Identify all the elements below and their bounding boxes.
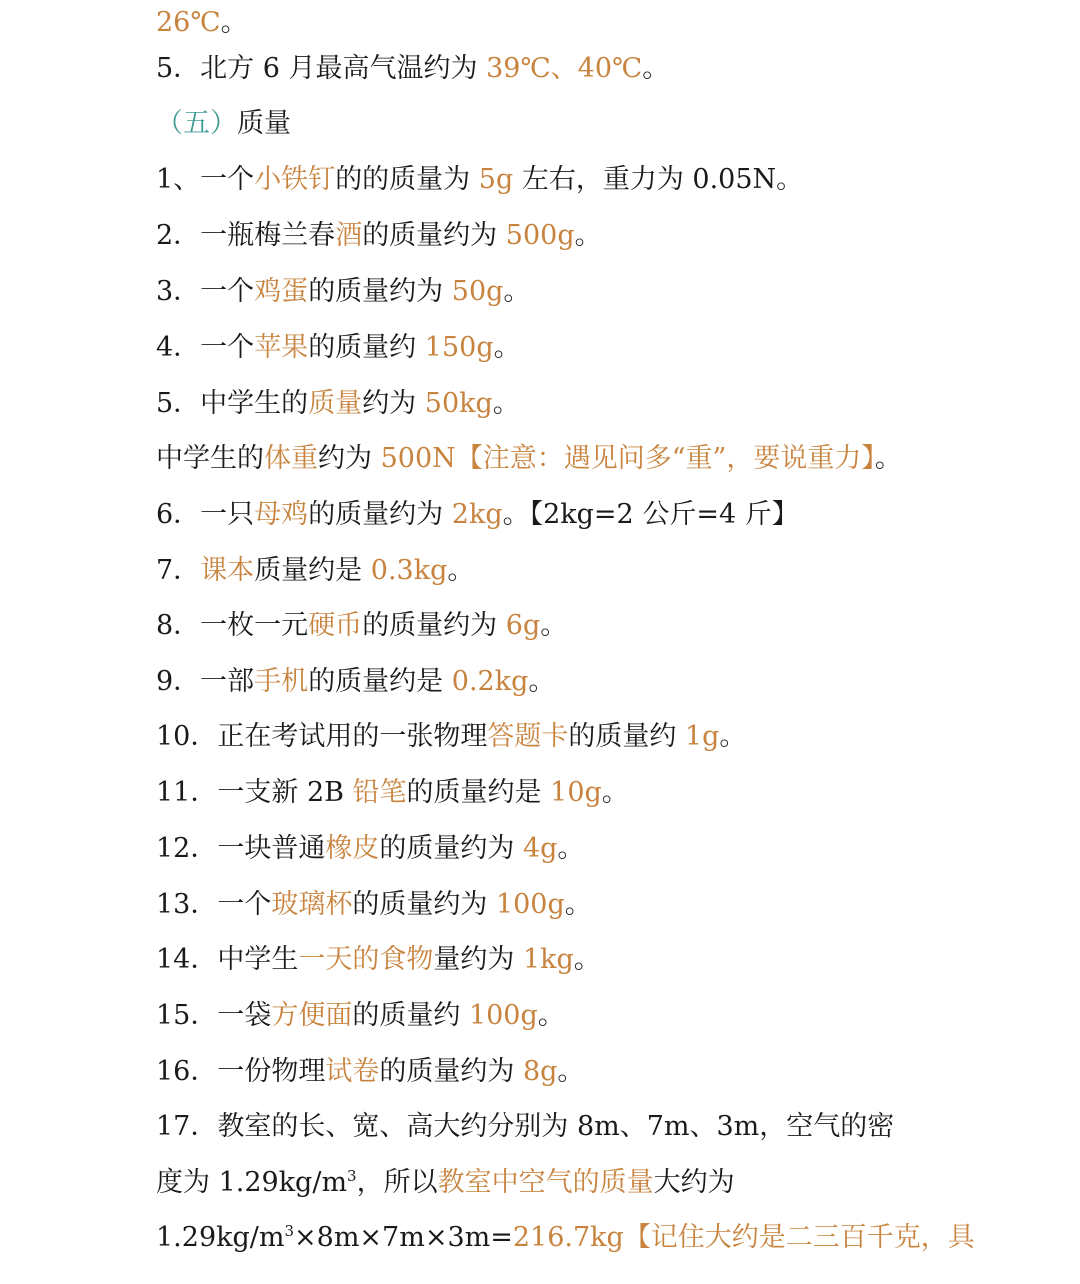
highlight-text: 2kg <box>451 499 503 530</box>
body-text: 。 <box>719 721 747 752</box>
body-text: 10．正在考试用的一张物理 <box>156 721 488 752</box>
body-text: 。 <box>642 53 670 84</box>
text-line-5 <box>156 272 960 312</box>
body-text: 7． <box>156 555 201 586</box>
highlight-text: 答题卡 <box>487 721 569 752</box>
text-line-12 <box>156 662 960 702</box>
body-text: 的的质量为 <box>335 164 479 195</box>
body-text: 约为 <box>362 388 425 419</box>
body-text: 的质量约为 <box>362 220 506 251</box>
highlight-text: 500g <box>505 220 575 251</box>
highlight-text: 6g <box>505 610 541 641</box>
highlight-text: 39℃、40℃ <box>486 53 643 84</box>
text-line-9 <box>156 495 960 535</box>
body-text: ，所以 <box>356 1167 438 1198</box>
body-text: 。 <box>874 443 902 474</box>
body-text: 3．一个 <box>156 276 255 307</box>
body-text: 14．中学生 <box>156 944 299 975</box>
highlight-text: 0.3kg <box>370 555 448 586</box>
highlight-text: 0.2kg <box>451 666 529 697</box>
body-text: 。【2kg=2 公斤=4 斤】 <box>502 499 799 530</box>
body-text: 质量约是 <box>254 555 371 586</box>
highlight-text: 500N【注意：遇见问多“重”，要说重力】 <box>380 443 875 474</box>
highlight-text: 50g <box>451 276 504 307</box>
body-text: 约为 <box>318 443 381 474</box>
highlight-text: 质量 <box>308 388 363 419</box>
highlight-text: 橡皮 <box>325 833 380 864</box>
body-text: 。 <box>540 610 568 641</box>
body-text: 5．北方 6 月最高气温约为 <box>156 53 487 84</box>
body-text: 6．一只 <box>156 499 255 530</box>
highlight-text: 硬币 <box>308 610 363 641</box>
body-text: 。 <box>557 833 585 864</box>
highlight-text: 方便面 <box>271 1000 353 1031</box>
text-line-6 <box>156 328 960 368</box>
body-text: 的质量约是 <box>308 666 452 697</box>
highlight-text: 8g <box>522 1056 558 1087</box>
highlight-text: 10g <box>550 777 602 808</box>
text-line-16 <box>156 885 960 925</box>
body-text: 大约为 <box>653 1167 735 1198</box>
body-text: ×8m×7m×3m= <box>294 1222 513 1253</box>
body-text: 。 <box>493 332 521 363</box>
highlight-text: 4g <box>522 833 558 864</box>
body-text: 。 <box>601 777 629 808</box>
body-text: 度为 1.29kg/m <box>156 1167 348 1198</box>
highlight-text: 5g <box>478 164 514 195</box>
text-line-13 <box>156 717 960 757</box>
highlight-text: 苹果 <box>254 332 309 363</box>
body-text: 的质量约为 <box>379 1056 523 1087</box>
highlight-text: 小铁钉 <box>254 164 336 195</box>
body-text: 的质量约为 <box>362 610 506 641</box>
highlight-text: 手机 <box>254 666 309 697</box>
highlight-text: 酒 <box>335 220 363 251</box>
text-line-15 <box>156 829 960 869</box>
text-line-11 <box>156 606 960 646</box>
text-line-21 <box>156 1163 960 1203</box>
body-text: 17．教室的长、宽、高大约分别为 8m、7m、3m，空气的密 <box>156 1111 895 1142</box>
text-line-14 <box>156 773 960 813</box>
highlight-text: 100g <box>468 1000 538 1031</box>
text-line-20 <box>156 1107 960 1147</box>
highlight-text: 教室中空气的质量 <box>437 1167 654 1198</box>
body-text: 1、一个 <box>156 164 255 195</box>
body-text: 的质量约 <box>308 332 425 363</box>
text-line-17 <box>156 940 960 980</box>
body-text: 。 <box>528 666 556 697</box>
section-marker: （五） <box>156 108 237 139</box>
body-text: 。 <box>447 555 475 586</box>
highlight-text: 216.7kg【记住大约是二三百千克，具 <box>512 1222 975 1253</box>
body-text: 。 <box>573 944 601 975</box>
body-text: 的质量约 <box>568 721 685 752</box>
superscript: 3 <box>347 1167 357 1185</box>
body-text: 的质量约为 <box>308 276 452 307</box>
body-text: 11．一支新 2B <box>156 777 353 808</box>
text-line-22 <box>156 1218 975 1258</box>
body-text: 1.29kg/m <box>156 1222 285 1253</box>
body-text: 。 <box>574 220 602 251</box>
text-line-0 <box>156 3 960 43</box>
body-text: 的质量约 <box>352 1000 469 1031</box>
body-text: 中学生的 <box>156 443 264 474</box>
highlight-text: 体重 <box>264 443 318 474</box>
body-text: 的质量约为 <box>352 889 496 920</box>
body-text: 的质量约为 <box>308 499 452 530</box>
body-text: 2．一瓶梅兰春 <box>156 220 336 251</box>
body-text: 。 <box>492 388 520 419</box>
highlight-text: 母鸡 <box>254 499 309 530</box>
highlight-text: 100g <box>495 889 565 920</box>
highlight-text: 150g <box>424 332 494 363</box>
body-text: 15．一袋 <box>156 1000 272 1031</box>
highlight-text: 铅笔 <box>352 777 407 808</box>
body-text: 量约为 <box>433 944 523 975</box>
body-text: 16．一份物理 <box>156 1056 326 1087</box>
body-text: 。 <box>564 889 592 920</box>
highlight-text: 课本 <box>200 555 255 586</box>
body-text: 4．一个 <box>156 332 255 363</box>
body-text: 的质量约为 <box>379 833 523 864</box>
text-line-18 <box>156 996 960 1036</box>
body-text: 的质量约是 <box>406 777 551 808</box>
highlight-text: 1kg <box>522 944 574 975</box>
body-text: 。 <box>503 276 531 307</box>
highlight-text: 鸡蛋 <box>254 276 309 307</box>
body-text: 。 <box>557 1056 585 1087</box>
text-line-19 <box>156 1052 960 1092</box>
section-heading-mass <box>156 104 960 144</box>
highlight-text: 试卷 <box>325 1056 380 1087</box>
body-text: 5．中学生的 <box>156 388 309 419</box>
body-text: 。 <box>220 7 248 38</box>
text-line-4 <box>156 216 960 256</box>
body-text: 9．一部 <box>156 666 255 697</box>
text-line-1 <box>156 49 960 89</box>
highlight-text: 玻璃杯 <box>271 889 353 920</box>
body-text: 。 <box>537 1000 565 1031</box>
body-text: 8．一枚一元 <box>156 610 309 641</box>
highlight-text: 50kg <box>424 388 493 419</box>
body-text: 左右，重力为 0.05N。 <box>513 164 804 195</box>
highlight-text: 1g <box>684 721 720 752</box>
text-line-10 <box>156 551 960 591</box>
text-line-3 <box>156 160 960 200</box>
superscript: 3 <box>284 1222 295 1240</box>
text-line-8 <box>156 439 960 479</box>
highlight-text: 26℃ <box>156 7 221 38</box>
body-text: 质量 <box>237 108 291 139</box>
highlight-text: 一天的食物 <box>298 944 434 975</box>
body-text: 13．一个 <box>156 889 272 920</box>
body-text: 12．一块普通 <box>156 833 326 864</box>
text-line-7 <box>156 384 960 424</box>
